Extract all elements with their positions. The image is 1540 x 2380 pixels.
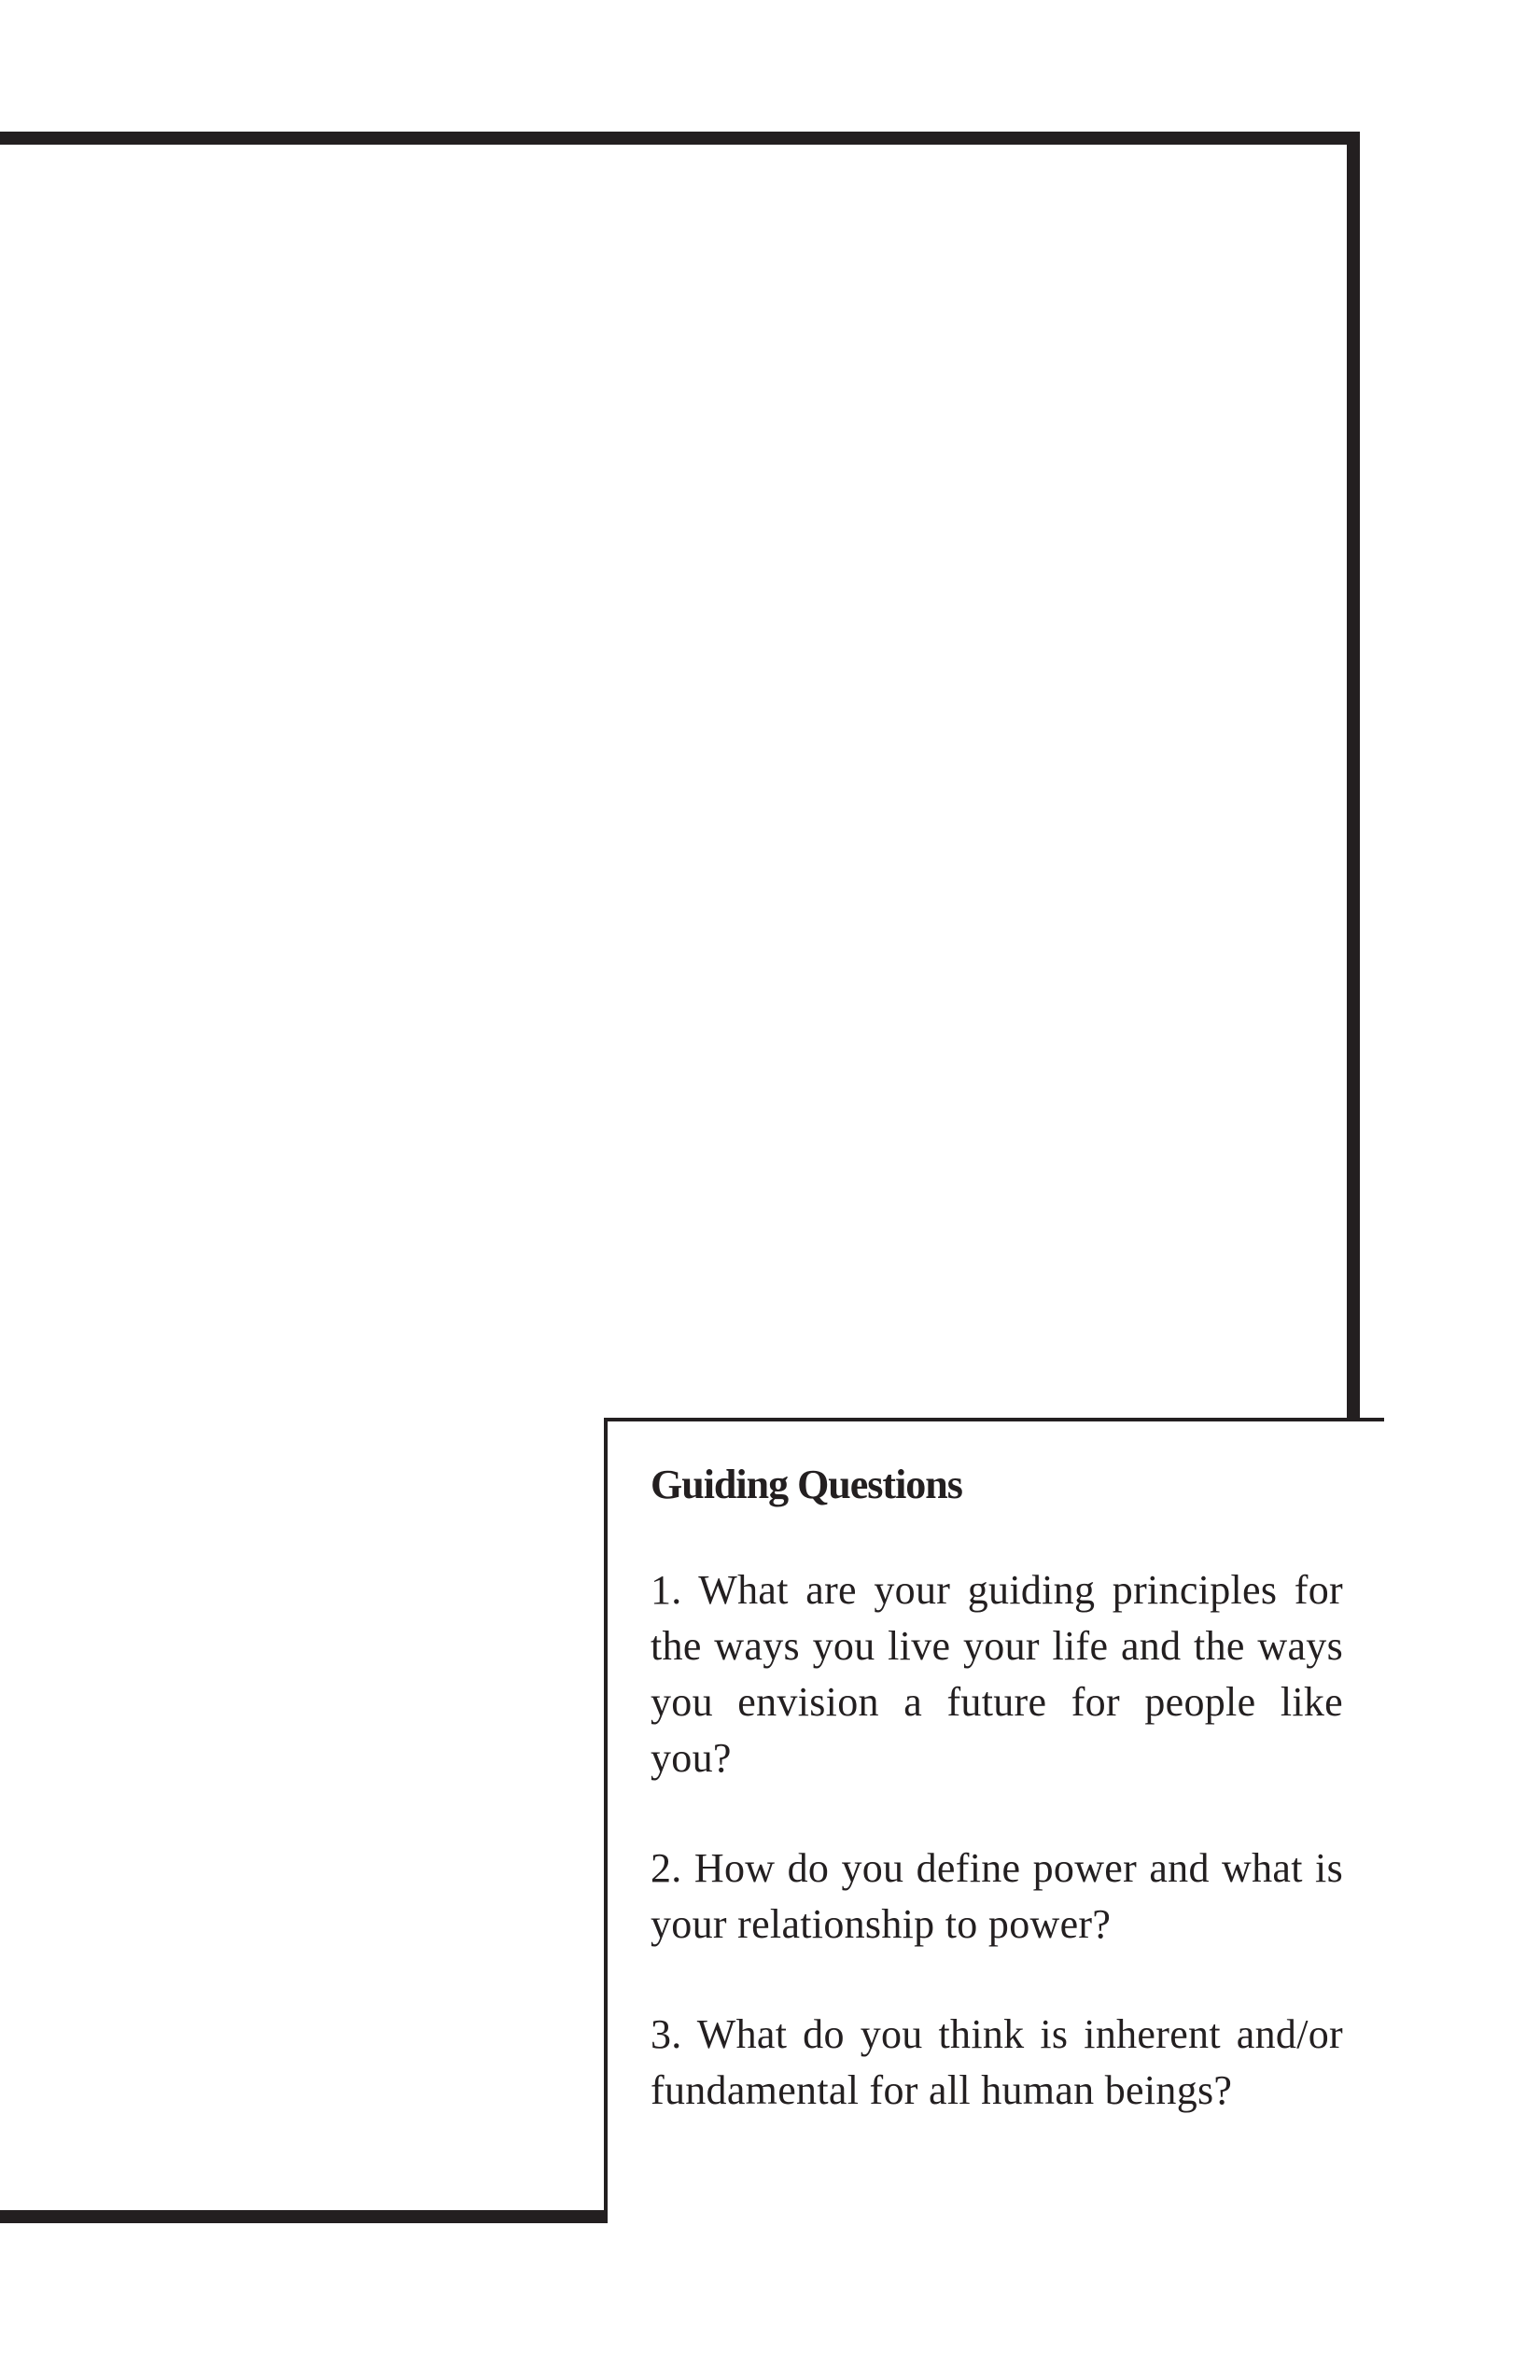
question-item: 2. How do you define power and what is your relationship to power? <box>651 1844 1343 1947</box>
guiding-questions-content <box>651 1461 1343 2119</box>
question-item: 3. What do you think is inherent and/or fundamental for all human beings? <box>651 2010 1343 2113</box>
guiding-questions-box <box>604 1418 1384 2223</box>
question-item: 1. What are your guiding principles for the ways you live your life and the ways you envision a future for people like you? <box>651 1566 1343 1781</box>
guiding-questions-heading: Guiding Questions <box>651 1462 962 1507</box>
